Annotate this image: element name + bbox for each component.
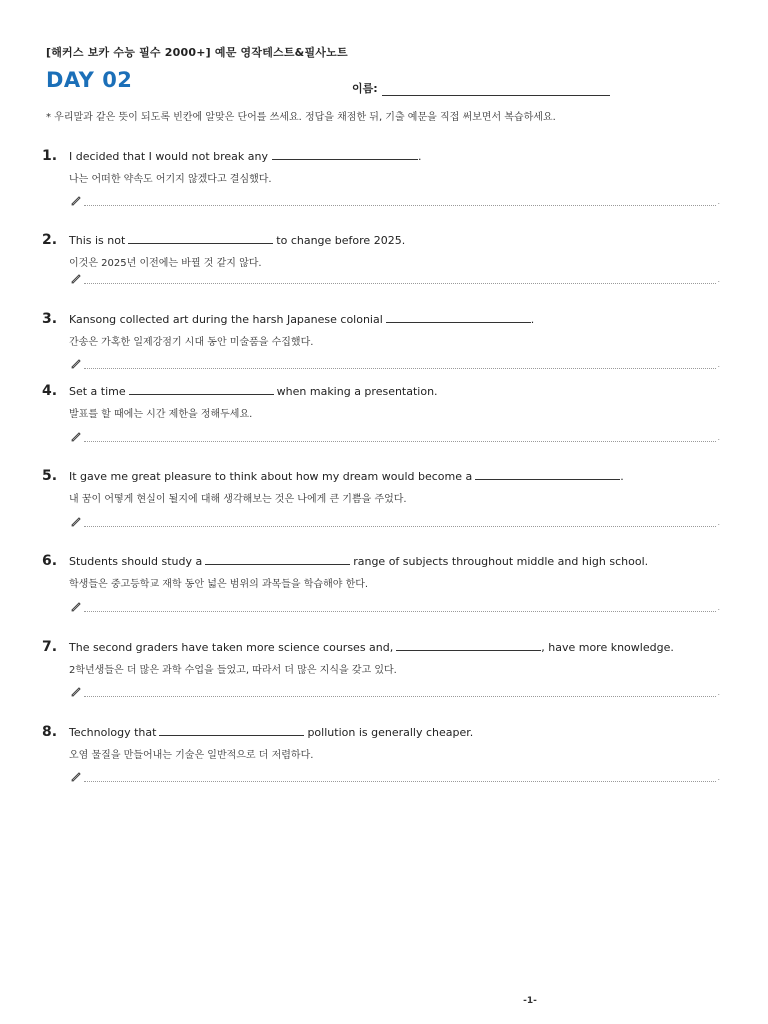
answer-blank[interactable] [396,641,541,651]
name-field[interactable] [352,80,610,96]
pencil-icon [70,430,82,442]
page-number: -1- [523,996,537,1006]
answer-blank[interactable] [272,150,418,160]
question-english: Students should study a range of subjects throughout middle and high school. [69,555,649,568]
question-number: 8. [42,724,58,740]
question-item [42,724,732,761]
question-number: 7. [42,639,58,655]
question-english: Set a time when making a presentation. [69,385,438,398]
pencil-icon [70,770,82,782]
question-korean: 나는 어떠한 약속도 어기지 않겠다고 결심했다. [69,174,272,185]
writing-line[interactable]: . [70,430,720,442]
question-item [42,311,732,348]
answer-blank[interactable] [159,726,304,736]
question-korean: 2학년생들은 더 많은 과학 수업을 들었고, 따라서 더 많은 지식을 갖고 있다. [69,665,397,676]
question-english: This is not to change before 2025. [69,234,406,247]
pencil-icon [70,357,82,369]
question-item [42,553,732,590]
question-item [42,639,732,676]
answer-blank[interactable] [386,313,531,323]
question-item [42,468,732,505]
question-english: Technology that pollution is generally cheaper. [69,726,474,739]
question-item [42,383,732,420]
question-korean: 발표를 할 때에는 시간 제한을 정해두세요. [69,409,253,420]
question-korean: 이것은 2025년 이전에는 바뀔 것 같지 않다. [69,258,262,269]
question-number: 5. [42,468,58,484]
day-title: DAY 02 [46,68,133,92]
name-blank-line[interactable] [382,85,610,96]
question-korean: 내 꿈이 어떻게 현실이 될지에 대해 생각해보는 것은 나에게 큰 기쁨을 주었다. [69,494,407,505]
pencil-icon [70,685,82,697]
pencil-icon [70,272,82,284]
question-english: I decided that I would not break any . [69,150,422,163]
question-item [42,148,732,185]
question-number: 4. [42,383,58,399]
instruction-text: * 우리말과 같은 뜻이 되도록 빈칸에 알맞은 단어를 쓰세요. 정답을 채점한 뒤, 기출 예문을 직접 써보면서 복습하세요. [46,112,556,123]
question-item [42,232,732,269]
question-number: 6. [42,553,58,569]
question-english: The second graders have taken more science courses and, , have more knowledge. [69,641,674,654]
question-english: Kansong collected art during the harsh Japanese colonial . [69,313,535,326]
question-number: 2. [42,232,58,248]
writing-line[interactable]: . [70,770,720,782]
pencil-icon [70,600,82,612]
writing-line[interactable]: . [70,194,720,206]
question-number: 3. [42,311,58,327]
answer-blank[interactable] [475,470,620,480]
question-number: 1. [42,148,58,164]
name-label: 이름: [352,82,378,95]
writing-line[interactable]: . [70,600,720,612]
answer-blank[interactable] [129,385,274,395]
question-korean: 학생들은 중고등학교 재학 동안 넓은 범위의 과목들을 학습해야 한다. [69,579,369,590]
writing-line[interactable]: . [70,685,720,697]
pencil-icon [70,515,82,527]
answer-blank[interactable] [128,234,273,244]
writing-line[interactable]: . [70,515,720,527]
question-korean: 간송은 가혹한 일제강점기 시대 동안 미술품을 수집했다. [69,337,314,348]
question-english: It gave me great pleasure to think about how my dream would become a . [69,470,624,483]
pencil-icon [70,194,82,206]
answer-blank[interactable] [205,555,350,565]
writing-line[interactable]: . [70,357,720,369]
header-title: [해커스 보카 수능 필수 2000+] 예문 영작테스트&필사노트 [46,46,348,59]
writing-line[interactable]: . [70,272,720,284]
question-korean: 오염 물질을 만들어내는 기술은 일반적으로 더 저렴하다. [69,750,314,761]
